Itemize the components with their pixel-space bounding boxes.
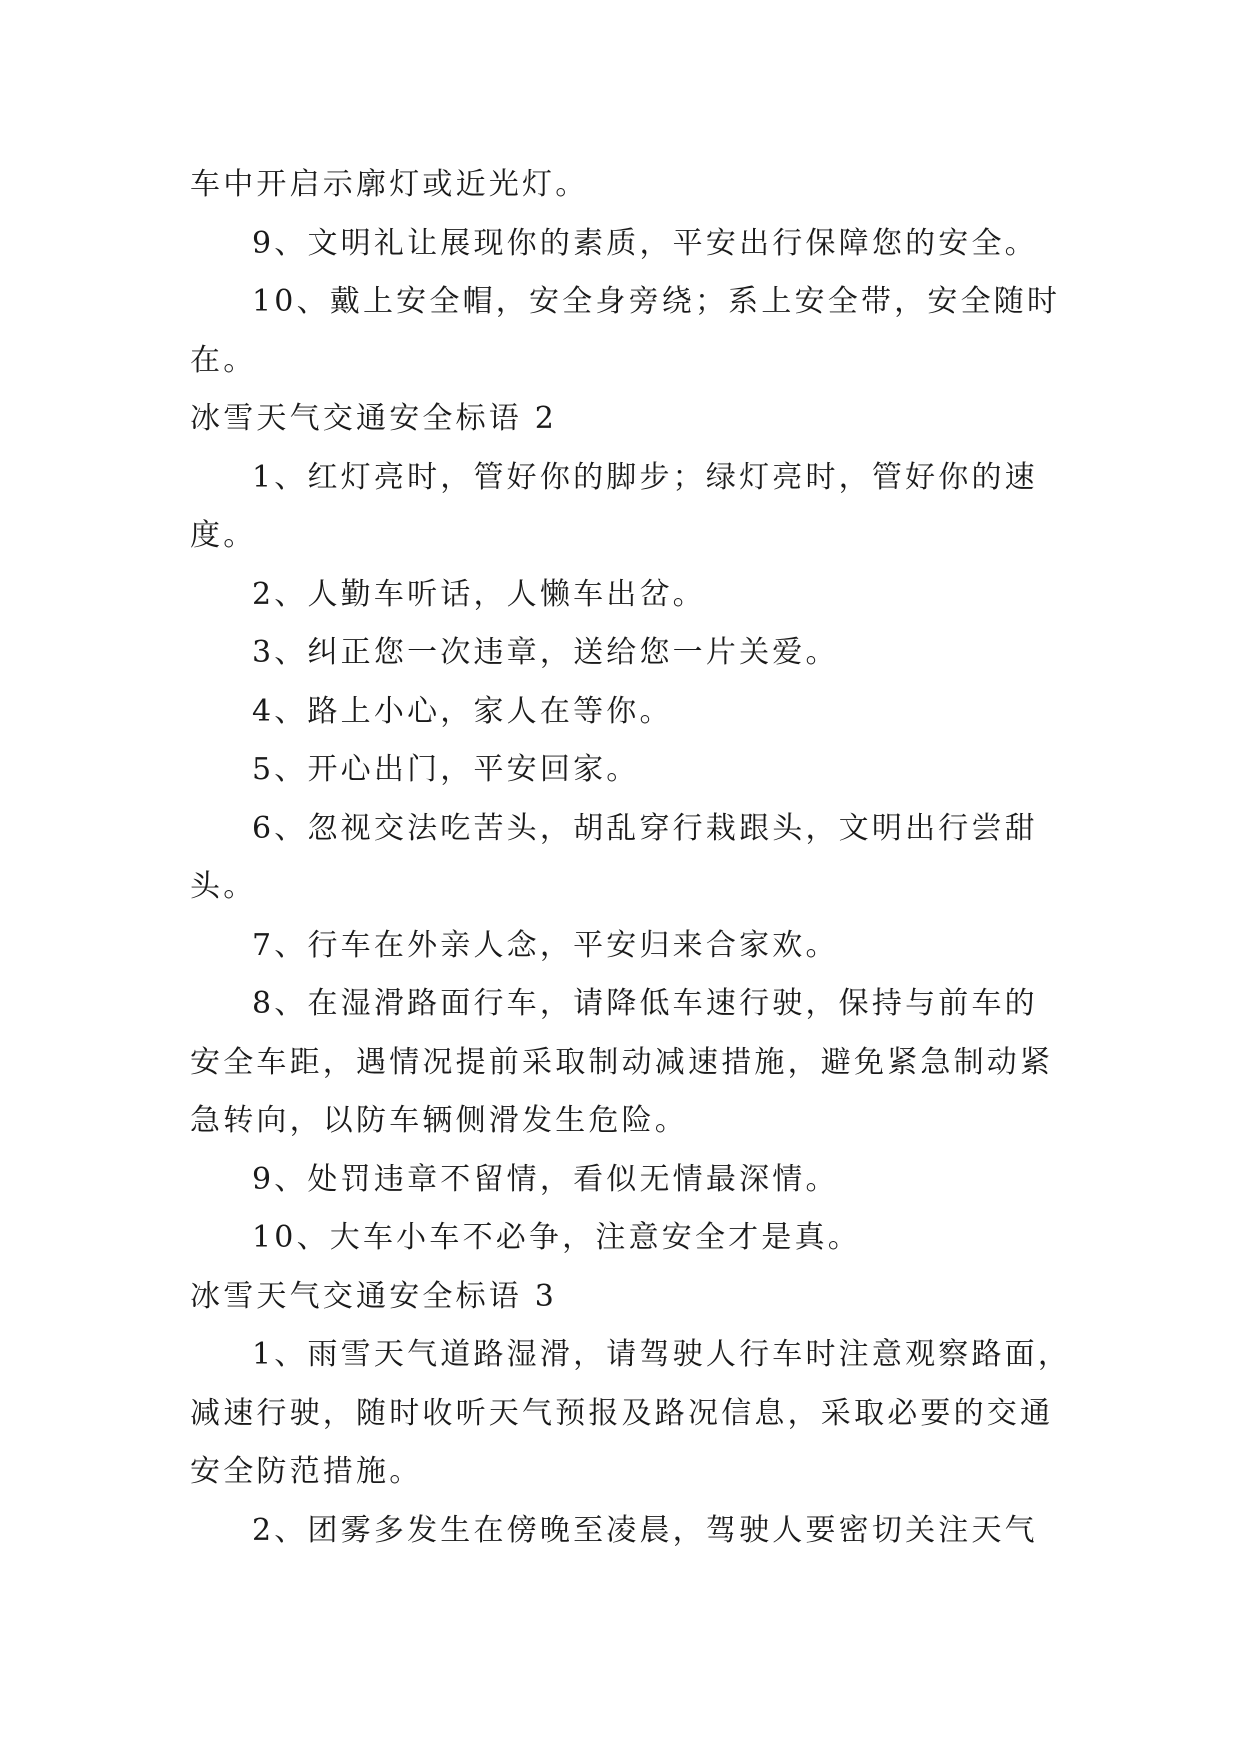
slogan-3-2: 2、团雾多发生在傍晚至凌晨，驾驶人要密切关注天气 (252, 1512, 1038, 1548)
slogan-2-7: 7、行车在外亲人念，平安归来合家欢。 (252, 927, 839, 963)
text-line-1: 车中开启示廓灯或近光灯。 (190, 167, 589, 202)
slogan-2-8-continued-1: 安全车距，遇情况提前采取制动减速措施，避免紧急制动紧 (190, 1044, 1054, 1080)
slogan-2-4: 4、路上小心，家人在等你。 (252, 693, 673, 729)
slogan-2-5: 5、开心出门，平安回家。 (252, 752, 640, 787)
slogan-2-1: 1、红灯亮时，管好你的脚步；绿灯亮时，管好你的速 (252, 459, 1038, 495)
slogan-3-1: 1、雨雪天气道路湿滑，请驾驶人行车时注意观察路面， (252, 1337, 1072, 1372)
slogan-2-10: 10、大车小车不必争，注意安全才是真。 (252, 1220, 861, 1255)
slogan-1-10-continued: 在。 (190, 342, 257, 378)
slogan-2-3: 3、纠正您一次违章，送给您一片关爱。 (252, 635, 839, 670)
slogan-2-8-continued-2: 急转向，以防车辆侧滑发生危险。 (190, 1103, 688, 1138)
slogan-1-10: 10、戴上安全帽，安全身旁绕；系上安全带，安全随时 (252, 284, 1061, 319)
slogan-2-6-continued: 头。 (190, 869, 257, 904)
slogan-2-1-continued: 度。 (190, 518, 257, 553)
section-heading-3: 冰雪天气交通安全标语 3 (190, 1278, 558, 1314)
slogan-3-1-continued-1: 减速行驶，随时收听天气预报及路况信息，采取必要的交通 (190, 1395, 1054, 1431)
slogan-2-8: 8、在湿滑路面行车，请降低车速行驶，保持与前车的 (252, 986, 1038, 1021)
slogan-3-1-continued-2: 安全防范措施。 (190, 1454, 423, 1489)
document-body (190, 156, 1072, 1560)
slogan-2-9: 9、处罚违章不留情，看似无情最深情。 (252, 1161, 839, 1197)
slogan-2-6: 6、忽视交法吃苦头，胡乱穿行栽跟头，文明出行尝甜 (252, 810, 1038, 846)
slogan-1-9: 9、文明礼让展现你的素质，平安出行保障您的安全。 (252, 225, 1038, 261)
section-heading-2: 冰雪天气交通安全标语 2 (190, 401, 558, 436)
slogan-2-2: 2、人勤车听话，人懒车出岔。 (252, 576, 706, 612)
